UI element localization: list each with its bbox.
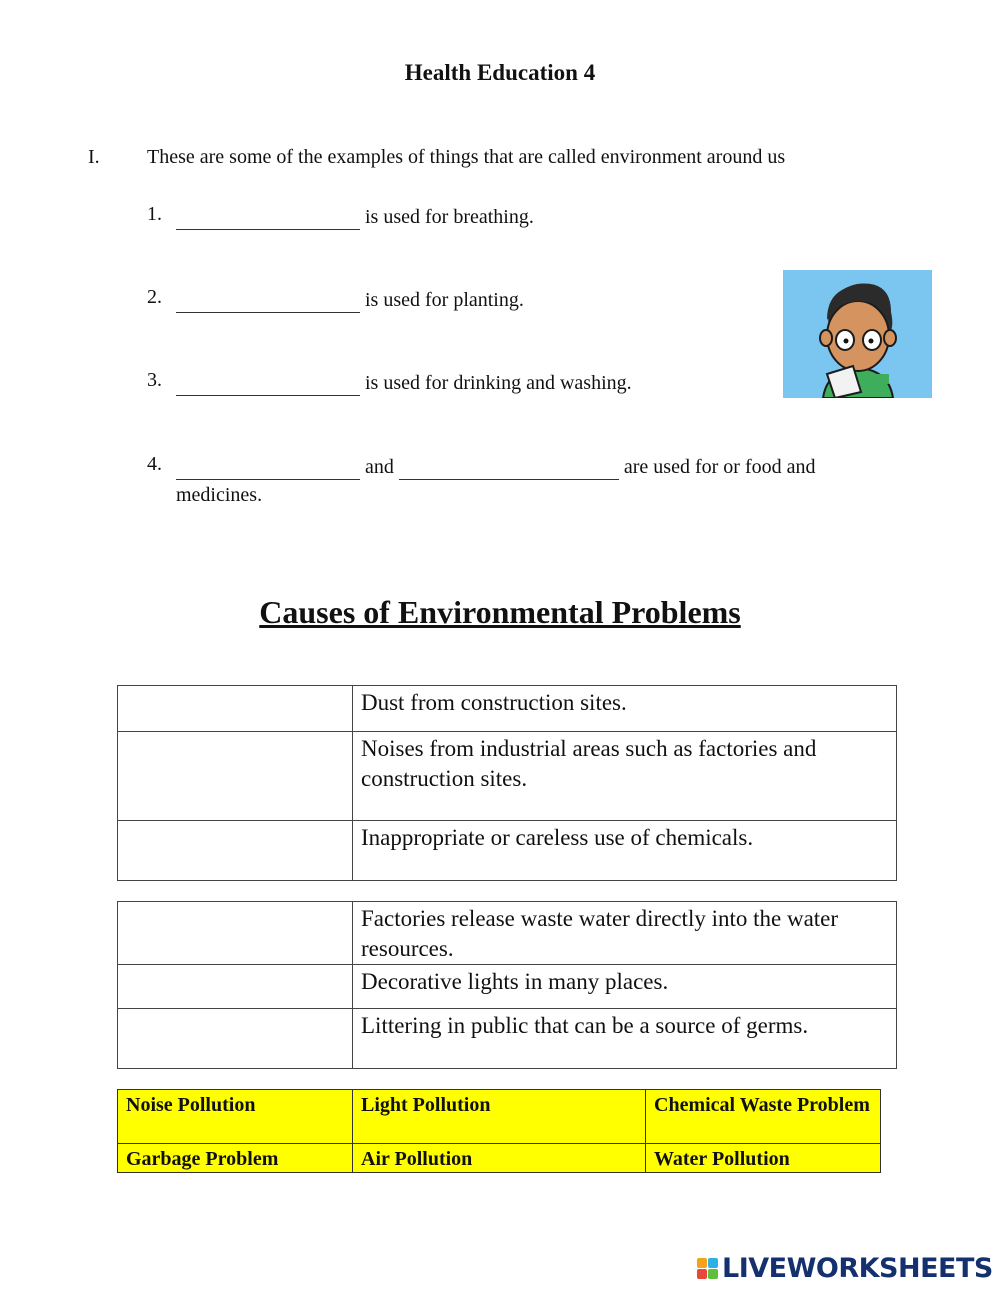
option-chip[interactable]: Noise Pollution — [118, 1090, 353, 1144]
cause-description: Dust from construction sites. — [353, 686, 897, 732]
question-connector: and — [365, 456, 394, 478]
table-row — [118, 686, 897, 732]
option-chip[interactable]: Chemical Waste Problem — [646, 1090, 881, 1144]
cause-description: Inappropriate or careless use of chemicals. — [353, 821, 897, 881]
cause-description: Decorative lights in many places. — [353, 965, 897, 1009]
cause-description: Factories release waste water directly into the water resources. — [353, 902, 897, 965]
answer-input-4b[interactable] — [399, 459, 619, 480]
answer-drop-cell[interactable] — [118, 732, 353, 821]
question-text: is used for breathing. — [365, 206, 534, 228]
answer-input-1[interactable] — [176, 209, 360, 230]
section-instruction: These are some of the examples of things that are called environment around us — [147, 146, 786, 168]
answer-input-3[interactable] — [176, 375, 360, 396]
cause-description: Noises from industrial areas such as factories and construction sites. — [353, 732, 897, 821]
page-title: Health Education 4 — [404, 60, 596, 85]
causes-table-1 — [117, 685, 897, 881]
table-row — [118, 965, 897, 1009]
logo-squares-icon — [697, 1258, 718, 1279]
boy-with-notebook-icon — [783, 270, 932, 398]
table-row — [118, 732, 897, 821]
question-1 — [147, 203, 867, 231]
options-row — [118, 1144, 881, 1173]
question-2 — [147, 286, 867, 314]
answer-options-table — [117, 1089, 881, 1173]
question-number: 2. — [147, 286, 162, 308]
question-text: is used for drinking and washing. — [365, 372, 632, 394]
answer-input-2[interactable] — [176, 292, 360, 313]
table-row — [118, 1009, 897, 1069]
section-heading: Causes of Environmental Problems — [259, 594, 741, 630]
answer-drop-cell[interactable] — [118, 965, 353, 1009]
question-number: 3. — [147, 369, 162, 391]
section-number: I. — [88, 146, 100, 168]
question-text-line2: medicines. — [176, 484, 263, 506]
answer-drop-cell[interactable] — [118, 821, 353, 881]
answer-drop-cell[interactable] — [118, 1009, 353, 1069]
answer-drop-cell[interactable] — [118, 902, 353, 965]
option-chip[interactable]: Garbage Problem — [118, 1144, 353, 1173]
option-chip[interactable]: Air Pollution — [353, 1144, 646, 1173]
question-number: 4. — [147, 453, 162, 475]
options-row — [118, 1090, 881, 1144]
liveworksheets-logo — [697, 1253, 993, 1284]
question-number: 1. — [147, 203, 162, 225]
answer-input-4a[interactable] — [176, 459, 360, 480]
table-row — [118, 902, 897, 965]
question-4 — [147, 453, 867, 509]
cause-description: Littering in public that can be a source of germs. — [353, 1009, 897, 1069]
table-row — [118, 821, 897, 881]
answer-drop-cell[interactable] — [118, 686, 353, 732]
question-3 — [147, 369, 867, 397]
option-chip[interactable]: Water Pollution — [646, 1144, 881, 1173]
causes-table-2 — [117, 901, 897, 1069]
question-text: is used for planting. — [365, 289, 524, 311]
option-chip[interactable]: Light Pollution — [353, 1090, 646, 1144]
logo-text: LIVEWORKSHEETS — [722, 1253, 993, 1284]
question-text: are used for or food and — [623, 456, 816, 478]
